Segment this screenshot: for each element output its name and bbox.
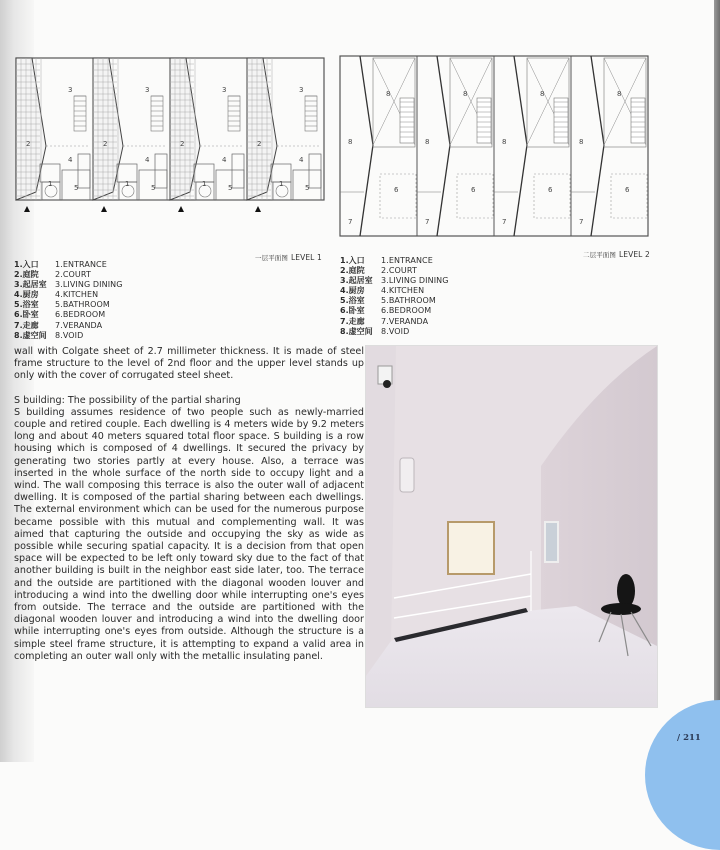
legend-row (14, 270, 123, 280)
legend-row (14, 331, 123, 341)
court-grid (93, 58, 123, 200)
legend-en-label: 1.ENTRANCE (381, 256, 433, 265)
level-2-caption: 二层平面图 LEVEL 2 (583, 250, 650, 259)
legend-row (14, 310, 123, 320)
entry-arrow-icon (178, 206, 184, 212)
room-label: 5 (74, 184, 79, 192)
legend-row (340, 276, 449, 286)
room-label: 8 (425, 138, 430, 146)
legend-row (14, 280, 123, 290)
bedroom-outline (534, 174, 570, 218)
room-label: 4 (222, 156, 227, 164)
legend-cn-label: 4.厨房 (14, 290, 39, 300)
room-label: 1 (279, 180, 284, 188)
legend-row (14, 300, 123, 310)
legend-cn-label: 2.庭院 (340, 266, 365, 276)
bedroom-outline (380, 174, 416, 218)
room-label: 7 (579, 218, 584, 226)
room-label: 4 (68, 156, 73, 164)
small-window (545, 522, 558, 562)
legend-en-label: 6.BEDROOM (55, 310, 106, 320)
entry-arrow-icon (101, 206, 107, 212)
legend-cn-label: 5.浴室 (340, 296, 365, 306)
stair (631, 98, 645, 143)
room-label: 1 (202, 180, 207, 188)
legend-cn-label: 2.庭院 (14, 270, 39, 280)
legend-row (340, 296, 449, 306)
legend-cn-label: 1.入口 (14, 260, 39, 269)
legend-en-label: 8.VOID (381, 326, 410, 336)
bedroom-outline (457, 174, 493, 218)
legend-row (340, 256, 449, 266)
page-number: / 211 (677, 733, 701, 743)
room-label: 6 (394, 186, 399, 194)
room-label: 5 (228, 184, 233, 192)
court-grid (170, 58, 200, 200)
interior-photo (366, 346, 657, 707)
bedroom-outline (611, 174, 647, 218)
legend-row (340, 286, 449, 296)
room-label: 8 (617, 90, 622, 98)
stair (477, 98, 491, 143)
legend-en-label: 6.BEDROOM (381, 306, 432, 316)
legend-cn-label: 6.卧室 (340, 306, 365, 316)
room-label: 8 (348, 138, 353, 146)
legend-cn-label: 3.起居室 (340, 276, 373, 286)
legend-row (14, 260, 123, 270)
room-label: 2 (180, 140, 185, 148)
legend-cn-label: 5.浴室 (14, 300, 39, 310)
room-label: 6 (548, 186, 553, 194)
kitchen-counter (309, 154, 321, 188)
legend-en-label: 8.VOID (55, 330, 84, 340)
legend-cn-label: 3.起居室 (14, 280, 47, 290)
legend-en-label: 5.BATHROOM (381, 296, 436, 306)
room-label: 5 (305, 184, 310, 192)
legend-cn-label: 7.走廊 (340, 316, 365, 326)
diagonal-louver-wall (360, 56, 373, 236)
room-label: 7 (502, 218, 507, 226)
page-tab-decoration (645, 700, 720, 850)
room-label: 2 (26, 140, 31, 148)
entry-arrow-icon (24, 206, 30, 212)
diagonal-louver-wall (591, 56, 604, 236)
article-section-body: S building assumes residence of two people such as newly-married couple and retired couple. Each dwelling is 4 meters wide by 9.2 meters long and about 40 meters squared total floor space. S building is a row housing which is composed of 4 dwellings. It secured the privacy by generating two stories partly at every house. Also, a terrace was inserted in the whole surface of the north side to occupy light and a wind. The wall composing this terrace is also the outer wall of adjacent dwelling. It is composed of the partial sharing between each dwellings. The external environment which can be used for the numerous purpose became possible with this mutual and complementing wall. It was aimed that capturing the outside and occupying the sky as wide as possible while securing spatial capacity. It is a decision from that open space will be expected to be left only toward sky due to the fact of that another building is built in the neighbor east side later, too. The terrace and the outside are partitioned with the diagonal wooden louver and introducing a wind into the dwelling door while interrupting one's eyes from outside. The terrace and the outside are partitioned with the diagonal wooden louver and introducing a wind into the dwelling door while interrupting one's eyes from outside. Although the structure is a simple steel frame structure, it is attempting to expand a valid area in completing an outer wall only with the metallic insulating panel. (14, 406, 364, 662)
kitchen-counter (232, 154, 244, 188)
level-1-caption: 一层平面图 LEVEL 1 (255, 253, 322, 262)
legend-row (340, 266, 449, 276)
room-label: 2 (103, 140, 108, 148)
room-label: 3 (68, 86, 73, 94)
page-edge (714, 0, 720, 762)
legend-cn-label: 4.厨房 (340, 286, 365, 296)
article-body (14, 346, 364, 663)
floor-plan-level-1 (12, 54, 326, 254)
room-label: 4 (145, 156, 150, 164)
room-label: 8 (579, 138, 584, 146)
article-section-title: S building: The possibility of the partial sharing (14, 394, 241, 406)
legend-en-label: 7.VERANDA (381, 316, 429, 326)
room-label: 8 (502, 138, 507, 146)
legend-cn-label: 8.虚空间 (340, 326, 373, 336)
room-label: 1 (48, 180, 53, 188)
diagonal-louver-wall (514, 56, 527, 236)
room-label: 7 (425, 218, 430, 226)
legend-cn-label: 1.入口 (340, 256, 365, 265)
legend-cn-label: 7.走廊 (14, 320, 39, 330)
room-label: 3 (222, 86, 227, 94)
kitchen-counter (78, 154, 90, 188)
legend-row (340, 317, 449, 327)
legend-en-label: 2.COURT (381, 266, 417, 276)
legend-en-label: 2.COURT (55, 270, 91, 280)
legend-en-label: 1.ENTRANCE (55, 260, 107, 269)
room-label: 8 (463, 90, 468, 98)
stair (554, 98, 568, 143)
room-label: 6 (625, 186, 630, 194)
legend-row (340, 306, 449, 316)
room-label: 2 (257, 140, 262, 148)
room-legend-level-2 (340, 256, 449, 337)
court-grid (16, 58, 46, 200)
legend-en-label: 5.BATHROOM (55, 300, 110, 310)
kitchen-counter (155, 154, 167, 188)
article-section (14, 395, 364, 663)
legend-row (14, 321, 123, 331)
legend-en-label: 3.LIVING DINING (381, 276, 449, 286)
room-label: 1 (125, 180, 130, 188)
room-label: 4 (299, 156, 304, 164)
legend-en-label: 7.VERANDA (55, 320, 103, 330)
legend-cn-label: 8.虚空间 (14, 330, 47, 340)
room-label: 3 (145, 86, 150, 94)
diagonal-louver-wall (437, 56, 450, 236)
main-window (448, 522, 494, 574)
court-grid (247, 58, 277, 200)
legend-en-label: 4.KITCHEN (55, 290, 99, 300)
room-label: 3 (299, 86, 304, 94)
room-label: 8 (386, 90, 391, 98)
legend-row (340, 327, 449, 337)
room-label: 7 (348, 218, 353, 226)
spotlight-lens (383, 380, 391, 388)
stair (400, 98, 414, 143)
air-conditioner (400, 458, 414, 492)
floor-plan-level-2 (338, 52, 654, 242)
room-label: 8 (540, 90, 545, 98)
legend-cn-label: 6.卧室 (14, 310, 39, 320)
room-label: 5 (151, 184, 156, 192)
entry-arrow-icon (255, 206, 261, 212)
room-label: 6 (471, 186, 476, 194)
article-intro-paragraph: wall with Colgate sheet of 2.7 millimeter thickness. It is made of steel frame structure to the level of 2nd floor and the upper level stands up only with the cover of corrugated steel sheet. (14, 346, 364, 382)
legend-en-label: 3.LIVING DINING (55, 280, 123, 290)
legend-row (14, 290, 123, 300)
legend-en-label: 4.KITCHEN (381, 286, 425, 296)
room-legend-level-1 (14, 260, 123, 341)
